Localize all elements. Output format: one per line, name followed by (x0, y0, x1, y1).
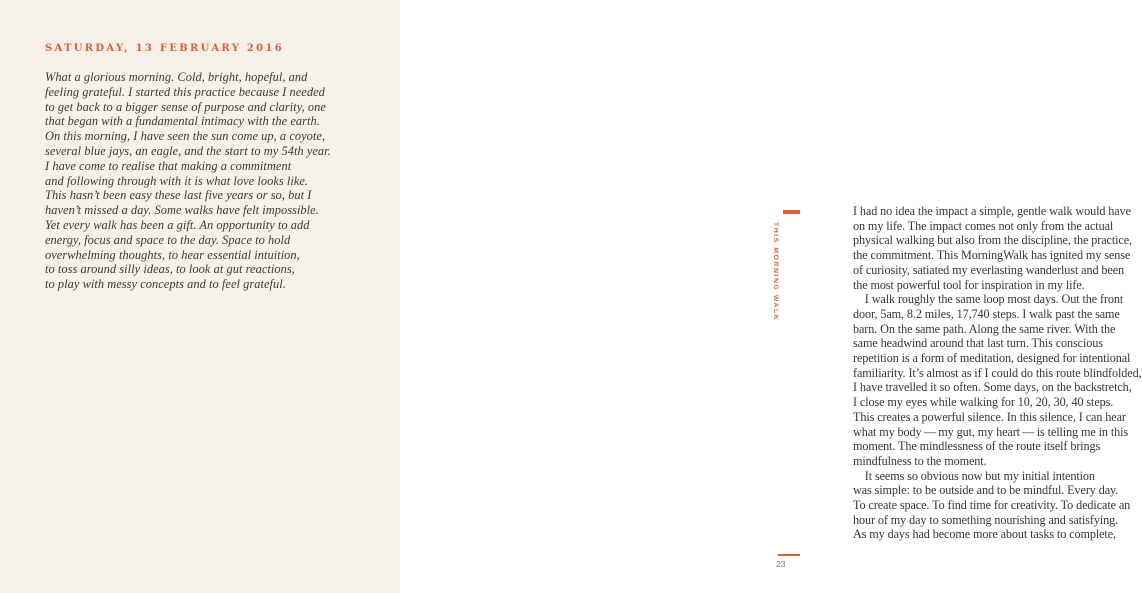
text-line: was simple: to be outside and to be mindful. Every day. (853, 483, 1119, 498)
text-line: I walk roughly the same loop most days. Out the front (853, 292, 1124, 307)
text-line: and following through with it is what love looks like. (45, 173, 309, 188)
text-line: same headwind around that last turn. This conscious (853, 336, 1103, 351)
text-line: physical walking but also from the discipline, the practice, (853, 233, 1132, 248)
body-text (853, 204, 1142, 542)
text-line: barn. On the same path. Along the same river. With the (853, 321, 1116, 336)
text-line: familiarity. It’s almost as if I could do this route blindfolded, (853, 365, 1142, 380)
text-line: to toss around silly ideas, to look at gut reactions, (45, 262, 295, 277)
text-line: of curiosity, satiated my everlasting wanderlust and been (853, 262, 1125, 277)
text-line: to get back to a bigger sense of purpose and clarity, one (45, 99, 326, 114)
text-line: This creates a powerful silence. In this silence, I can hear (853, 409, 1126, 424)
text-line: haven’t missed a day. Some walks have felt impossible. (45, 203, 319, 218)
chapter-title-vertical: THIS MORNING WALK (772, 222, 779, 322)
text-line: As my days had become more about tasks to complete, (853, 527, 1116, 542)
journal-entry-text (45, 70, 331, 292)
text-line: energy, focus and space to the day. Space to hold (45, 232, 291, 247)
text-line: door, 5am, 8.2 miles, 17,740 steps. I walk past the same (853, 306, 1120, 321)
text-line: To create space. To find time for creativity. To dedicate an (853, 498, 1131, 513)
text-line: repetition is a form of meditation, designed for intentional (853, 351, 1131, 366)
text-line: moment. The mindlessness of the route itself brings (853, 439, 1101, 454)
chapter-marker-bar (783, 210, 800, 214)
page-number: 23 (776, 559, 786, 569)
text-line: that began with a fundamental intimacy with the earth. (45, 114, 320, 129)
text-line: overwhelming thoughts, to hear essential intuition, (45, 247, 300, 262)
text-line: It seems so obvious now but my initial intention (853, 468, 1095, 483)
text-line: several blue jays, an eagle, and the start to my 54th year. (45, 143, 331, 158)
text-line: on my life. The impact comes not only from the actual (853, 218, 1114, 233)
text-line: the commitment. This MorningWalk has ignited my sense (853, 248, 1131, 263)
text-line: I had no idea the impact a simple, gentle walk would have (853, 204, 1131, 218)
text-line: feeling grateful. I started this practice because I needed (45, 84, 325, 99)
text-line: I have travelled it so often. Some days, on the backstretch, (853, 380, 1132, 395)
text-line: the most powerful tool for inspiration in my life. (853, 277, 1085, 292)
text-line: hour of my day to something nourishing and satisfying. (853, 512, 1119, 527)
text-line: This hasn’t been easy these last five years or so, but I (45, 188, 312, 203)
text-line: Yet every walk has been a gift. An opportunity to add (45, 217, 310, 232)
text-line: I close my eyes while walking for 10, 20, 30, 40 steps. (853, 395, 1114, 410)
text-line: What a glorious morning. Cold, bright, hopeful, and (45, 70, 308, 84)
right-page (400, 0, 1142, 593)
text-line: I have come to realise that making a commitment (45, 158, 292, 173)
text-line: to play with messy concepts and to feel grateful. (45, 277, 286, 292)
text-line: mindfulness to the moment. (853, 453, 987, 468)
page-number-rule (778, 554, 800, 556)
text-line: what my body — my gut, my heart — is telling me in this (853, 424, 1129, 439)
date-heading: SATURDAY, 13 FEBRUARY 2016 (45, 43, 284, 54)
text-line: On this morning, I have seen the sun come up, a coyote, (45, 129, 326, 144)
left-page (0, 0, 400, 593)
